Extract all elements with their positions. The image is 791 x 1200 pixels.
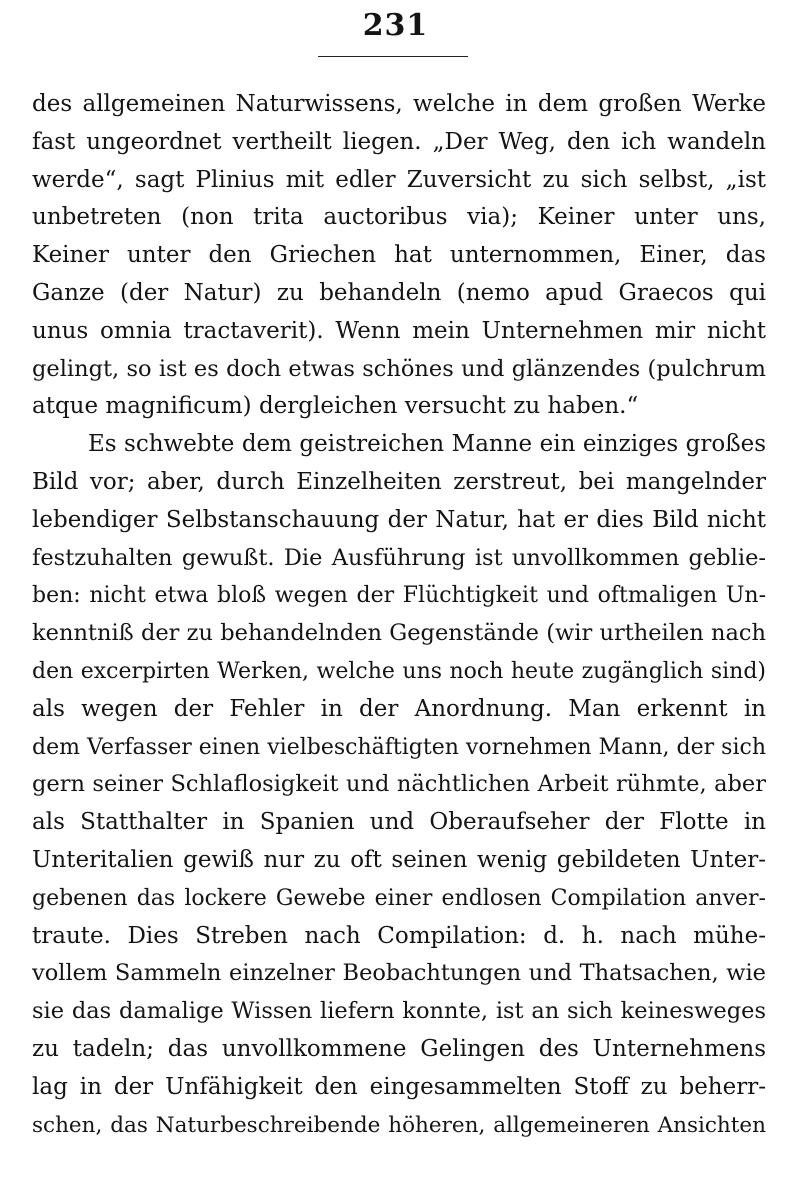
text-line: traute. Dies Streben nach Compilation: d. h. nach mühe- xyxy=(32,922,766,949)
text-line: den excerpirten Werken, welche uns noch heute zugänglich sind) xyxy=(32,659,766,684)
text-line: Keiner unter den Griechen hat unternommen, Einer, das xyxy=(32,242,766,269)
text-line: Unteritalien gewiß nur zu oft seinen wenig gebildeten Unter- xyxy=(32,847,766,873)
text-line: als wegen der Fehler in der Anordnung. Man erkennt in xyxy=(32,695,766,722)
text-line: dem Verfasser einen vielbeschäftigten vornehmen Mann, der sich xyxy=(32,734,766,760)
text-line: werde“, sagt Plinius mit edler Zuversicht zu sich selbst, „ist xyxy=(32,166,766,193)
text-line: Ganze (der Natur) zu behandeln (nemo apud Graecos qui xyxy=(32,280,766,306)
text-line: zu tadeln; das unvollkommene Gelingen des Unternehmens xyxy=(32,1036,766,1062)
text-line: unbetreten (non trita auctoribus via); Keiner unter uns, xyxy=(32,204,766,231)
text-line: gelingt, so ist es doch etwas schönes und glänzendes (pulchrum xyxy=(32,355,766,382)
text-line: schen, das Naturbeschreibende höheren, allgemeineren Ansichten xyxy=(32,1112,766,1138)
text-line: lag in der Unfähigkeit den eingesammelten Stoff zu beherr- xyxy=(32,1073,766,1100)
text-line: ben: nicht etwa bloß wegen der Flüchtigkeit und oftmaligen Un- xyxy=(32,583,766,609)
header-rule xyxy=(318,56,468,57)
text-line: gebenen das lockere Gewebe einer endlosen Compilation anver- xyxy=(32,885,766,911)
text-line: als Statthalter in Spanien und Oberaufseher der Flotte in xyxy=(32,809,766,836)
text-line: atque magnificum) dergleichen versucht zu haben.“ xyxy=(32,393,639,420)
text-line: lebendiger Selbstanschauung der Natur, hat er dies Bild nicht xyxy=(32,506,766,533)
text-line: fast ungeordnet vertheilt liegen. „Der Weg, den ich wandeln xyxy=(32,128,766,155)
text-line: festzuhalten gewußt. Die Ausführung ist unvollkommen geblie- xyxy=(32,544,766,571)
text-line: Bild vor; aber, durch Einzelheiten zerstreut, bei mangelnder xyxy=(32,469,766,495)
text-line: vollem Sammeln einzelner Beobachtungen und Thatsachen, wie xyxy=(32,960,766,987)
text-line: des allgemeinen Naturwissens, welche in dem großen Werke xyxy=(32,91,766,117)
text-line: gern seiner Schlaflosigkeit und nächtlichen Arbeit rühmte, aber xyxy=(32,771,766,798)
text-line: unus omnia tractaverit). Wenn mein Unternehmen mir nicht xyxy=(32,317,766,344)
text-line: kenntniß der zu behandelnden Gegenstände (wir urtheilen nach xyxy=(32,620,766,647)
text-line: sie das damalige Wissen liefern konnte, ist an sich keinesweges xyxy=(32,998,766,1025)
page-number: 231 xyxy=(362,8,429,43)
text-line: Es schwebte dem geistreichen Manne ein einziges großes xyxy=(88,431,766,458)
